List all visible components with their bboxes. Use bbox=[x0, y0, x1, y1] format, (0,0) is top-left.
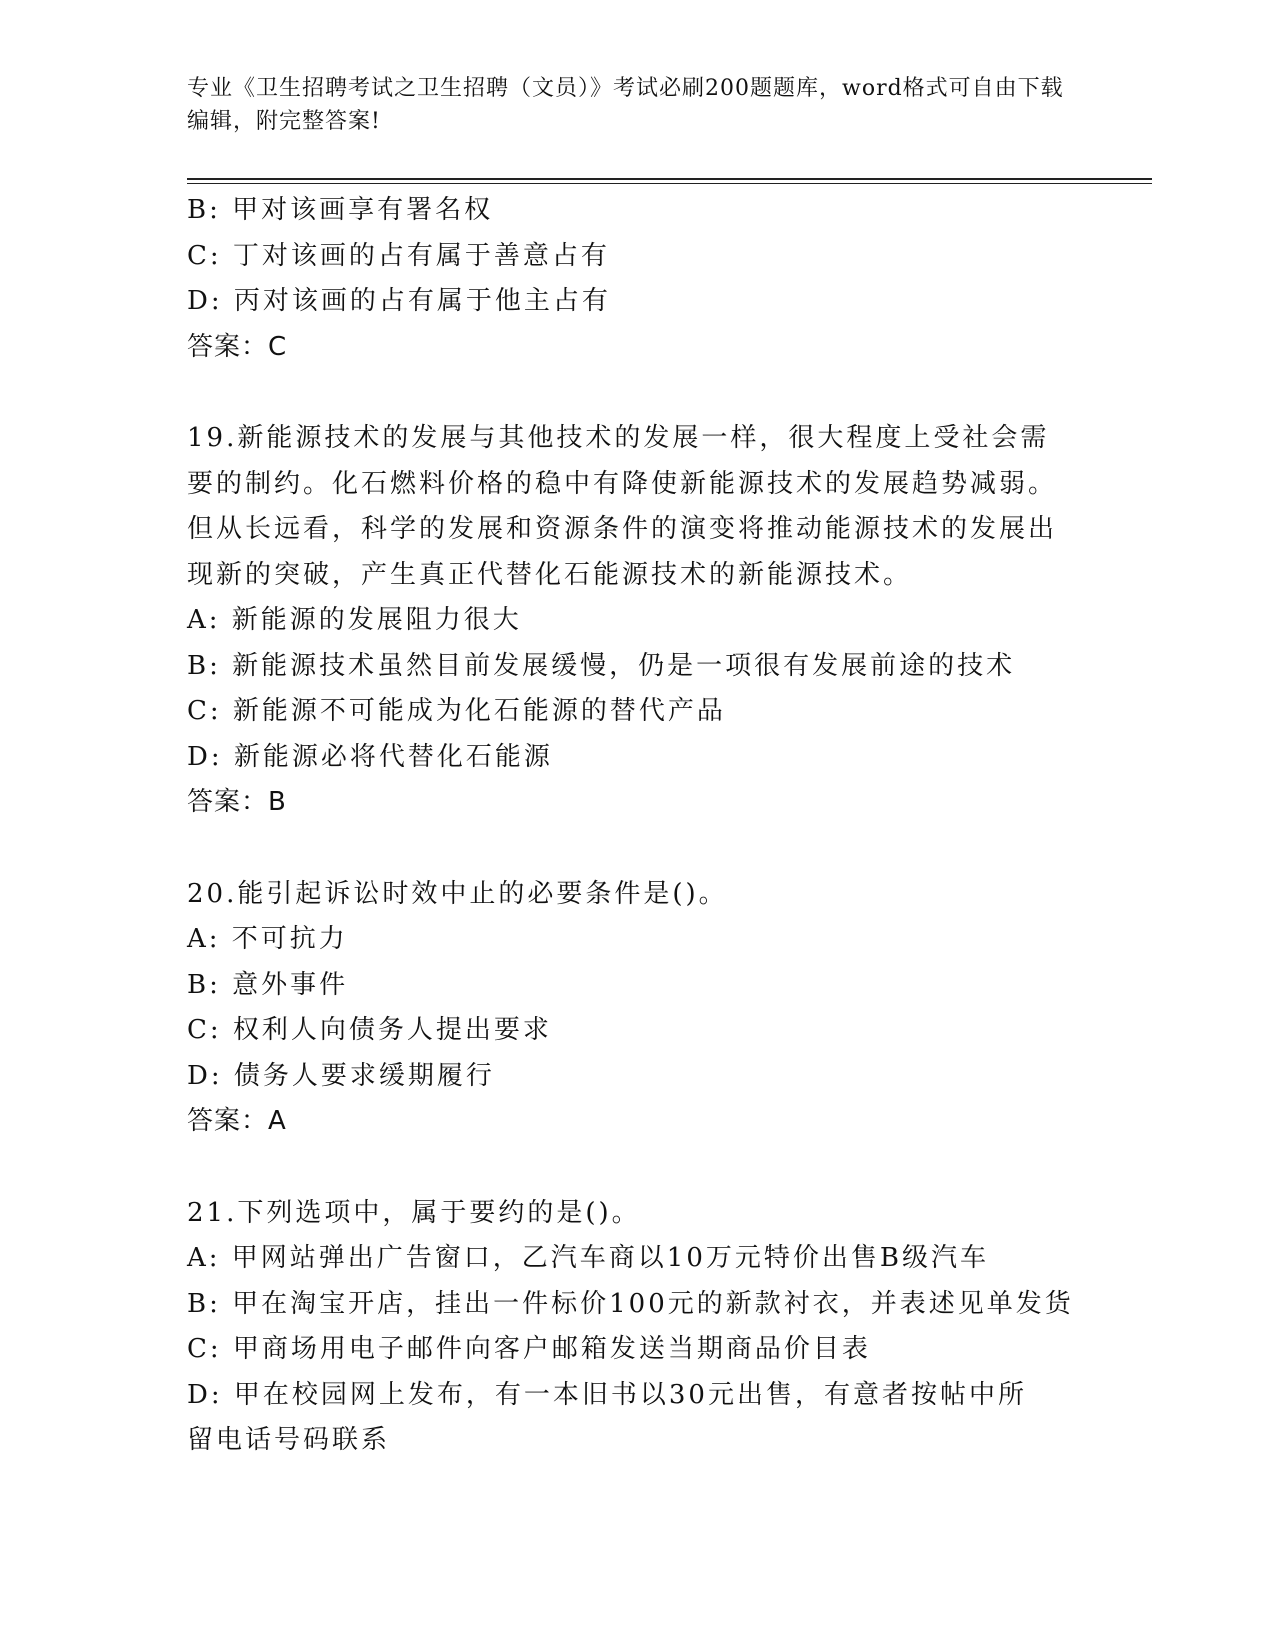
question-block bbox=[187, 416, 1077, 826]
question-stem: 19.新能源技术的发展与其他技术的发展一样，很大程度上受社会需要的制约。化石燃料价格的稳中有降使新能源技术的发展趋势减弱。但从长远看，科学的发展和资源条件的演变将推动能源技术的发展出现新的突破，产生真正代替化石能源技术的新能源技术。 bbox=[187, 423, 1058, 590]
question-stem: 20.能引起诉讼时效中止的必要条件是()。 bbox=[187, 878, 728, 909]
option-b: B: 甲在淘宝开店，挂出一件标价100元的新款衬衣，并表述见单发货 bbox=[187, 1288, 1074, 1319]
question-stem: 21.下列选项中，属于要约的是()。 bbox=[187, 1197, 641, 1228]
option-d: D: 新能源必将代替化石能源 bbox=[187, 741, 553, 772]
header-divider-thin bbox=[187, 183, 1152, 184]
option-c: C: 权利人向债务人提出要求 bbox=[187, 1015, 552, 1045]
option-b: B: 甲对该画享有署名权 bbox=[187, 195, 494, 225]
option-d: D: 债务人要求缓期履行 bbox=[187, 1060, 495, 1091]
option-a: A: 不可抗力 bbox=[187, 924, 348, 954]
option-a: A: 甲网站弹出广告窗口，乙汽车商以10万元特价出售B级汽车 bbox=[187, 1243, 989, 1273]
question-content bbox=[187, 188, 1077, 1464]
answer-line: 答案：C bbox=[187, 331, 288, 362]
option-a: A: 新能源的发展阻力很大 bbox=[187, 605, 522, 635]
answer-line: 答案：A bbox=[187, 1106, 287, 1136]
question-block bbox=[187, 1191, 1077, 1464]
option-c: C: 甲商场用电子邮件向客户邮箱发送当期商品价目表 bbox=[187, 1334, 871, 1364]
question-block bbox=[187, 188, 1077, 370]
header-divider-thick bbox=[187, 178, 1152, 180]
document-header: 专业《卫生招聘考试之卫生招聘（文员）》考试必刷200题题库，word格式可自由下载编辑，附完整答案! bbox=[187, 76, 1064, 134]
option-d: D: 甲在校园网上发布，有一本旧书以30元出售，有意者按帖中所留电话号码联系 bbox=[187, 1379, 1027, 1455]
option-c: C: 丁对该画的占有属于善意占有 bbox=[187, 240, 610, 271]
option-c: C: 新能源不可能成为化石能源的替代产品 bbox=[187, 696, 726, 726]
question-block bbox=[187, 872, 1077, 1145]
option-b: B: 新能源技术虽然目前发展缓慢，仍是一项很有发展前途的技术 bbox=[187, 650, 1016, 681]
option-b: B: 意外事件 bbox=[187, 969, 349, 1000]
answer-line: 答案：B bbox=[187, 787, 287, 817]
option-d: D: 丙对该画的占有属于他主占有 bbox=[187, 286, 611, 316]
